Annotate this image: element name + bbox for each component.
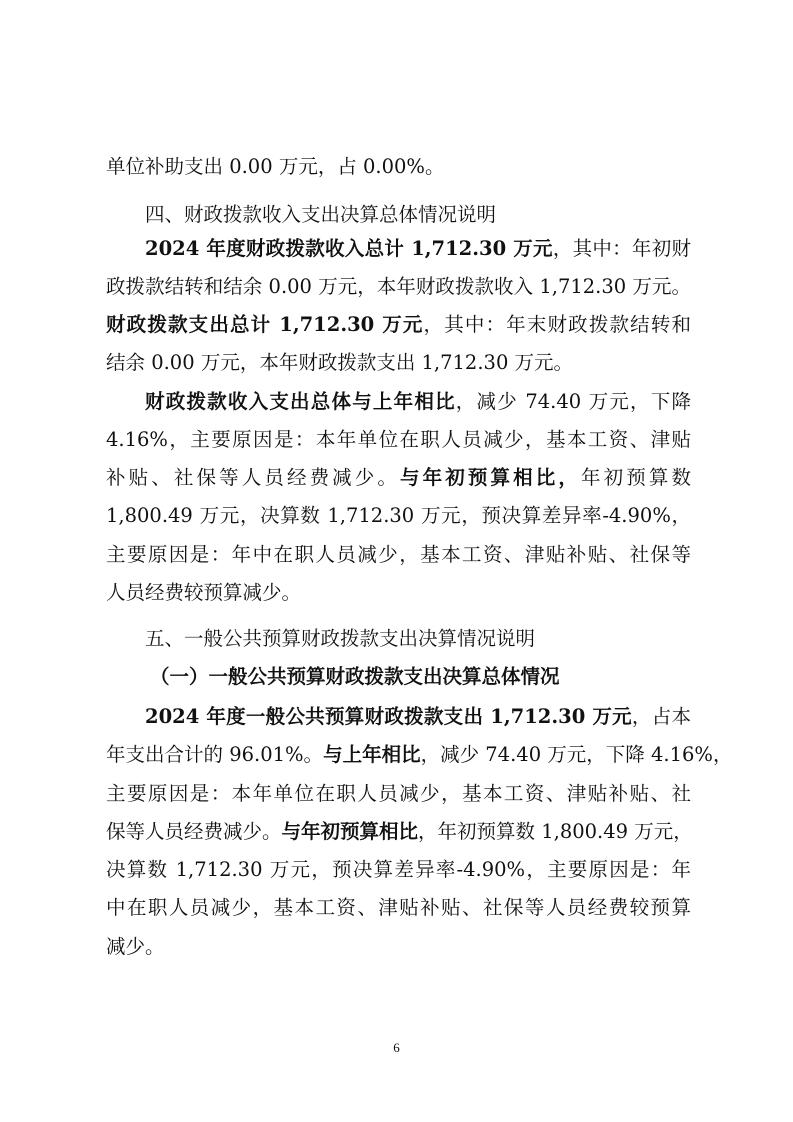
paragraph-line: 主要原因是：本年单位在职人员减少，基本工资、津贴补贴、社 [106,782,691,805]
text: ，年初预算数 1,800.49 万元， [418,820,693,843]
text: ，减少 74.40 万元，下降 4.16%， [420,743,733,766]
paragraph-line [106,463,691,493]
paragraph-line: 4.16%，主要原因是：本年单位在职人员减少，基本工资、津贴 [106,428,691,451]
bold-text: 2024 年度一般公共预算财政拨款支出 1,712.30 万元 [145,705,632,728]
paragraph-line [145,387,691,417]
paragraph-line: 中在职人员减少，基本工资、津贴补贴、社保等人员经费较预算 [106,896,691,919]
section-heading-4: 四、财政拨款收入支出决算总体情况说明 [145,203,497,226]
text: ，其中：年末财政拨款结转和 [423,313,691,336]
paragraph-line [145,234,691,264]
paragraph-line: 政拨款结转和结余 0.00 万元，本年财政拨款收入 1,712.30 万元。 [106,275,691,298]
text: ，减少 74.40 万元，下降 [455,390,691,413]
page-number: 6 [393,1040,400,1055]
paragraph-line: 减少。 [106,935,165,958]
paragraph-line: 决算数 1,712.30 万元，预决算差异率-4.90%，主要原因是：年 [106,858,691,881]
paragraph-line [145,702,691,732]
bold-text: 财政拨款支出总计 1,712.30 万元 [106,313,424,336]
bold-text: 与年初预算相比， [400,466,581,489]
text: 保等人员经费减少。 [106,820,282,843]
text: ，占本 [631,705,691,728]
subsection-heading: （一）一般公共预算财政拨款支出决算总体情况 [150,665,560,688]
text: 年初预算数 [581,466,691,489]
section-heading-5: 五、一般公共预算财政拨款支出决算情况说明 [145,627,536,650]
text: 年支出合计的 96.01%。 [106,743,324,766]
bold-text: 与年初预算相比 [281,820,419,843]
paragraph-line [106,310,691,340]
text-line: 单位补助支出 0.00 万元，占 0.00%。 [106,155,445,178]
paragraph-line: 1,800.49 万元，决算数 1,712.30 万元，预决算差异率-4.90%， [106,504,691,527]
paragraph-line [106,740,733,770]
bold-text: 与上年相比 [323,743,421,766]
text: ，其中：年初财 [552,237,691,260]
bold-text: 财政拨款收入支出总体与上年相比 [145,390,456,413]
text: 补贴、社保等人员经费减少。 [106,466,401,489]
paragraph-line [106,817,691,847]
paragraph-line: 结余 0.00 万元，本年财政拨款支出 1,712.30 万元。 [106,351,574,374]
paragraph-line: 主要原因是：年中在职人员减少，基本工资、津贴补贴、社保等 [106,543,691,566]
bold-text: 2024 年度财政拨款收入总计 1,712.30 万元 [145,237,553,260]
paragraph-line: 人员经费较预算减少。 [106,581,302,604]
